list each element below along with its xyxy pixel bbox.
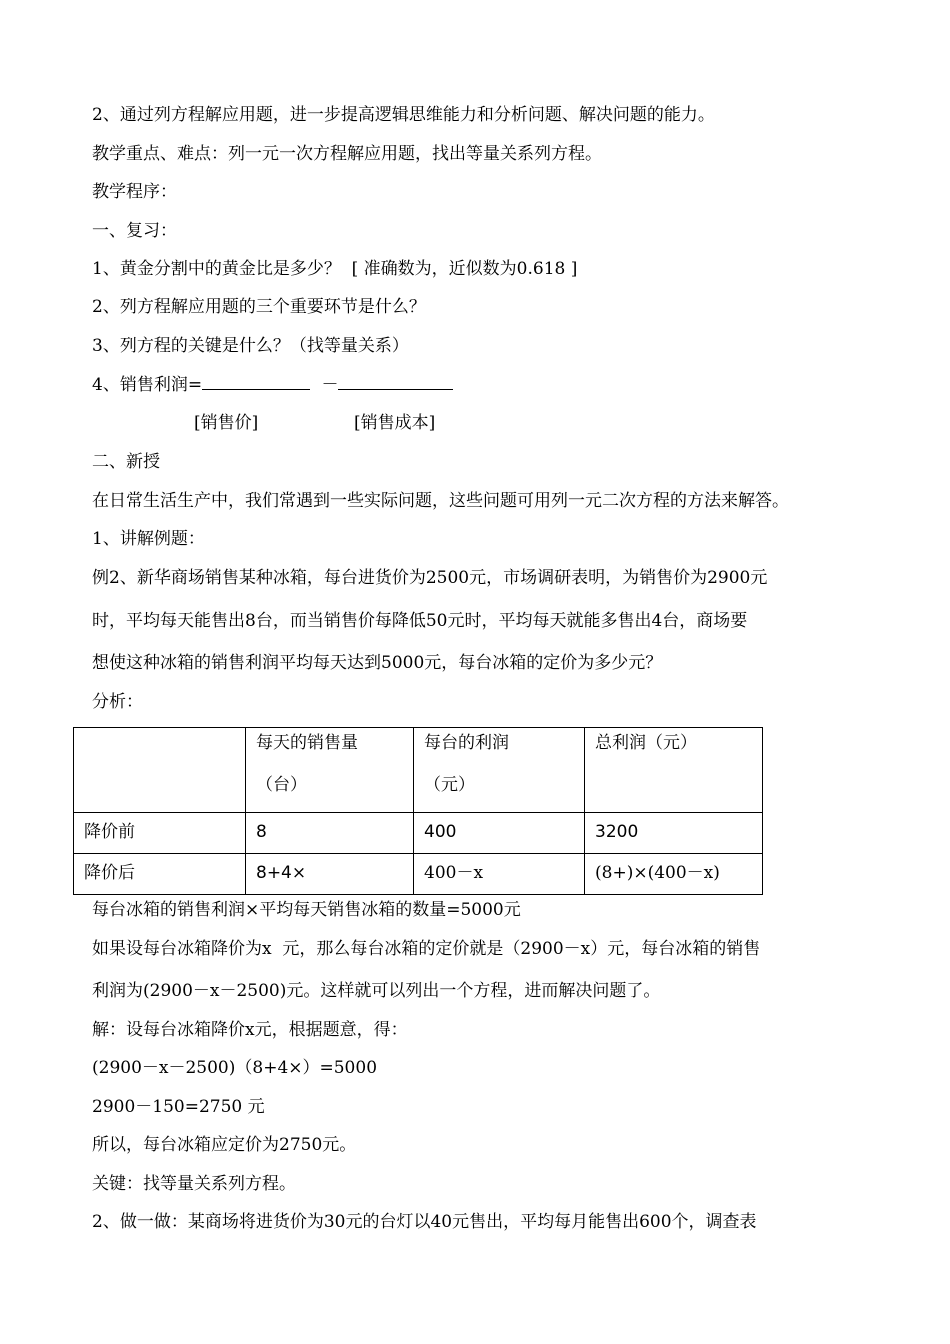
key-line: 关键：找等量关系列方程。 [92, 1174, 296, 1194]
review-q4 [92, 373, 453, 396]
header-unit-profit-unit: （元） [424, 775, 475, 795]
table-corner-cell [74, 728, 246, 813]
header-daily-sales [246, 728, 414, 813]
hint-cost: [销售成本] [354, 413, 436, 433]
cost-blank [338, 373, 453, 390]
review-q2: 2、列方程解应用题的三个重要环节是什么？ [92, 297, 426, 317]
example-line-2: 时，平均每天能售出8台，而当销售价每降低50元时，平均每天就能多售出4台，商场要 [92, 611, 748, 631]
row-after-profit: 400－x [414, 854, 585, 895]
objective-2: 2、通过列方程解应用题，进一步提高逻辑思维能力和分析问题、解决问题的能力。 [92, 105, 715, 125]
header-unit-profit-label: 每台的利润 [424, 733, 509, 753]
relation-line: 每台冰箱的销售利润×平均每天销售冰箱的数量=5000元 [92, 900, 521, 920]
price-blank [202, 373, 310, 390]
row-before-label: 降价前 [74, 813, 246, 854]
review-q3: 3、列方程的关键是什么？（找等量关系） [92, 336, 409, 356]
header-total-profit-label: 总利润（元） [595, 733, 697, 753]
explain-line-2: 利润为(2900－x－2500)元。这样就可以列出一个方程，进而解决问题了。 [92, 981, 661, 1001]
key-points: 教学重点、难点：列一元一次方程解应用题，找出等量关系列方程。 [92, 144, 602, 164]
header-total-profit [585, 728, 763, 813]
example-line-3: 想使这种冰箱的销售利润平均每天达到5000元，每台冰箱的定价为多少元？ [92, 653, 663, 673]
review-q1: 1、黄金分割中的黄金比是多少？ [ 准确数为，近似数为0.618 ] [92, 259, 578, 279]
intro-paragraph: 在日常生活生产中，我们常遇到一些实际问题，这些问题可用列一元二次方程的方法来解答。 [92, 491, 789, 511]
example-heading: 1、讲解例题： [92, 529, 205, 549]
review-heading: 一、复习： [92, 221, 177, 241]
q4-label: 4、销售利润= [92, 375, 203, 395]
header-daily-sales-unit: （台） [256, 775, 307, 795]
row-after-label: 降价后 [74, 854, 246, 895]
example-line-1: 例2、新华商场销售某种冰箱，每台进货价为2500元，市场调研表明，为销售价为2900元 [92, 568, 768, 588]
procedure-heading: 教学程序： [92, 182, 177, 202]
row-before-total: 3200 [585, 813, 763, 854]
new-heading: 二、新授 [92, 452, 160, 472]
result-line: 2900－150=2750 元 [92, 1097, 265, 1117]
table-row [74, 854, 763, 895]
explain-line-1: 如果设每台冰箱降价为x 元，那么每台冰箱的定价就是（2900－x）元，每台冰箱的销售 [92, 939, 761, 959]
header-daily-sales-label: 每天的销售量 [256, 733, 358, 753]
conclusion-line: 所以，每台冰箱应定价为2750元。 [92, 1135, 357, 1155]
analysis-label: 分析： [92, 692, 143, 712]
table-header-row [74, 728, 763, 813]
q4-minus: － [321, 375, 339, 395]
row-after-sales: 8+4× [246, 854, 414, 895]
row-before-profit: 400 [414, 813, 585, 854]
solution-line: 解：设每台冰箱降价x元，根据题意，得： [92, 1020, 408, 1040]
header-unit-profit [414, 728, 585, 813]
hint-price: [销售价] [194, 413, 259, 433]
analysis-table [73, 727, 763, 895]
equation-line: (2900－x－2500)（8+4×）=5000 [92, 1058, 378, 1078]
row-after-total: (8+)×(400－x) [585, 854, 763, 895]
table-row [74, 813, 763, 854]
row-before-sales: 8 [246, 813, 414, 854]
exercise-line: 2、做一做：某商场将进货价为30元的台灯以40元售出，平均每月能售出600个，调查表 [92, 1212, 757, 1232]
